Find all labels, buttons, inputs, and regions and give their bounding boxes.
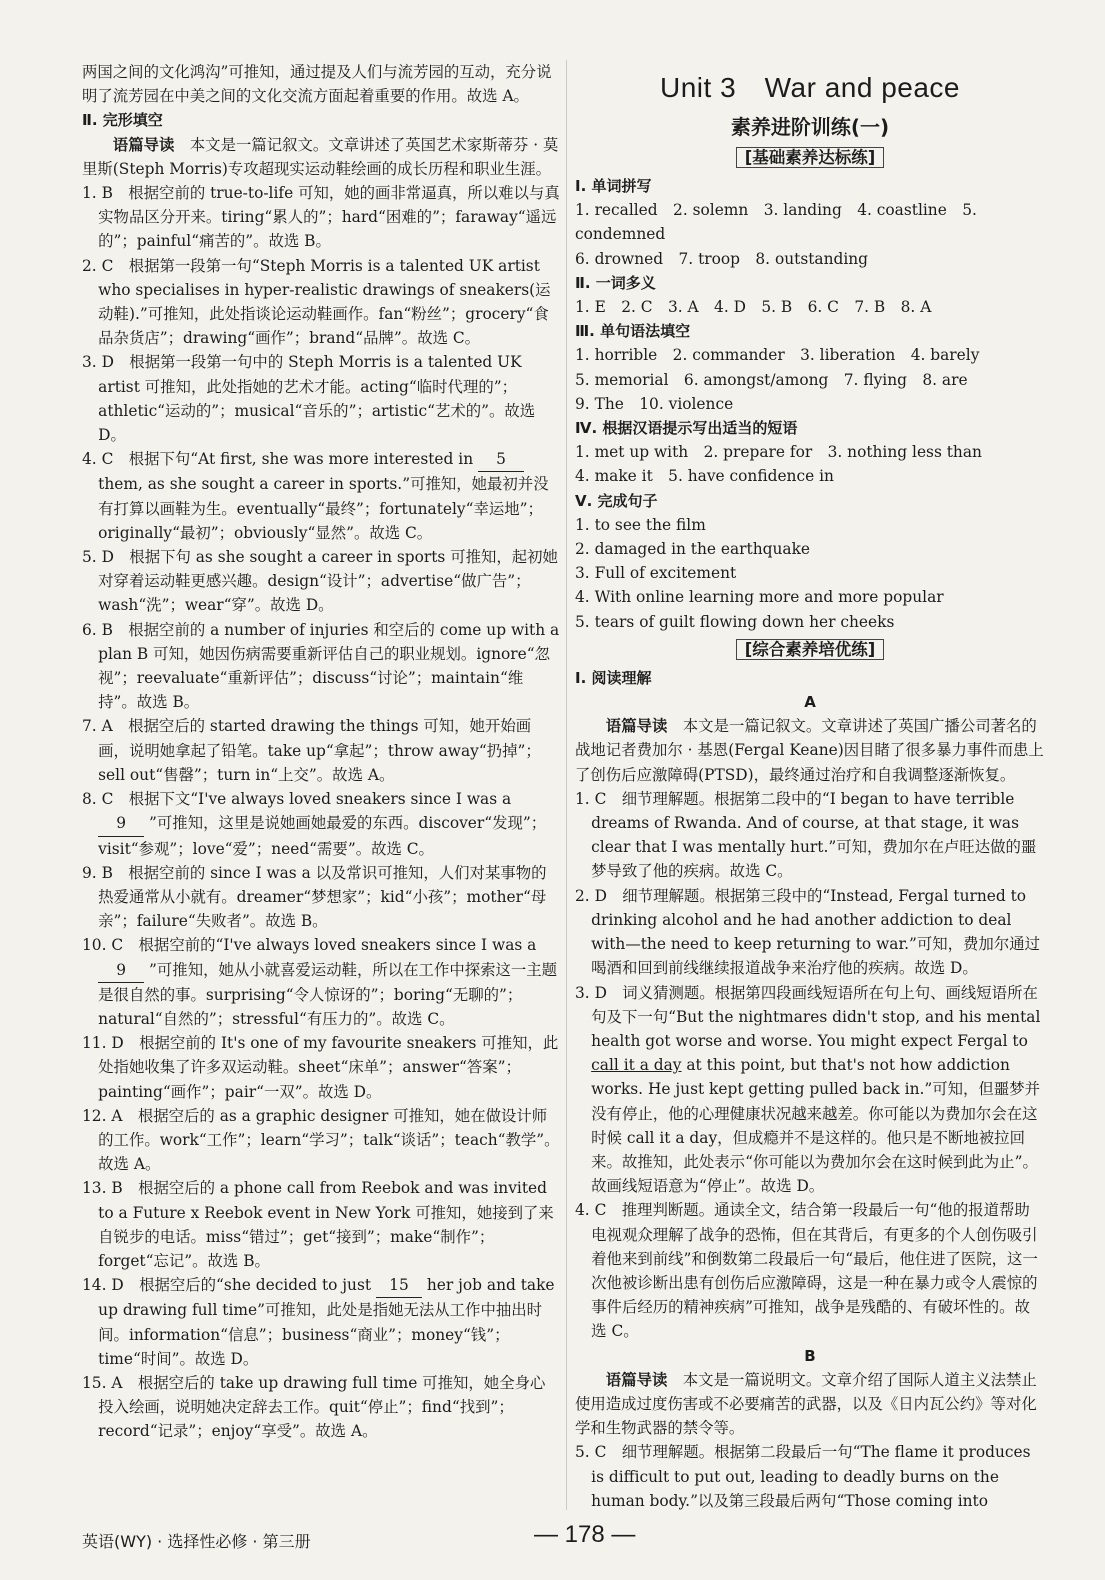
page-number: — 178 — — [534, 1521, 636, 1548]
section-subtitle: 素养进阶训练(一) — [730, 115, 890, 139]
spelling-line: 1. recalled 2. solemn 3. landing 4. coastline 5. condemned — [575, 201, 977, 244]
sentence-line: 1. to see the film — [575, 515, 706, 534]
answer-7: 7. A 根据空后的 started drawing the things 可知，她开始画画，说明她拿起了铅笔。take up“拿起”；throw away“扔掉”；sell out“售罄”；turn in“上交”。故选 A。 — [82, 717, 541, 784]
phrase-heading: Ⅳ. 根据汉语提示写出适当的短语 — [575, 419, 798, 438]
guide-text: 本文是一篇记叙文。文章讲述了英国艺术家斯蒂芬 · 莫里斯(Steph Morris)专攻超现实运动鞋绘画的成长历程和职业生涯。 — [82, 135, 559, 178]
answer-text: 10. C 根据空前的“I've always loved sneakers since I was a — [82, 936, 537, 955]
sentence-line: 5. tears of guilt flowing down her cheeks — [575, 612, 895, 631]
answer-text: 14. D 根据空后的“she decided to just — [82, 1276, 376, 1295]
answer-text: 8. C 根据下文“I've always loved sneakers since I was a — [82, 790, 512, 809]
answer-1: 1. B 根据空前的 true-to-life 可知，她的画非常逼真，所以难以与真实物品区分开来。tiring“累人的”；hard“困难的”；faraway“遥远的”；painful“痛苦的”。故选 B。 — [82, 184, 560, 251]
polysemy-heading: Ⅱ. 一词多义 — [575, 273, 656, 292]
answer-11: 11. D 根据空前的 It's one of my favourite sneakers 可推知，此处指她收集了许多双运动鞋。sheet“床单”；answer“答案”；painting“画作”；pair“一双”。故选 D。 — [82, 1034, 559, 1101]
reading-guide-b — [575, 1368, 1045, 1441]
spelling-line: 6. drowned 7. troop 8. outstanding — [575, 249, 869, 268]
answer-9: 9. B 根据空前的 since I was a 以及常识可推知，人们对某事物的热爱通常从小就有。dreamer“梦想家”；kid“小孩”；mother“母亲”；failure“失败者”。故选 B。 — [82, 863, 547, 931]
answer-text: them, as she sought a career in sports.”可推知，她最初并没有打算以画鞋为生。eventually“最终”；fortunately“幸运地”；originally“最初”；obviously“显然”。故选 C。 — [98, 475, 549, 542]
guide-text: 本文是一篇说明文。文章介绍了国际人道主义法禁止使用造成过度伤害或不必要痛苦的武器，以及《日内瓦公约》等对化学和生物武器的禁令等。 — [575, 1370, 1037, 1438]
sentence-line: 4. With online learning more and more popular — [575, 588, 944, 607]
spelling-heading: Ⅰ. 单词拼写 — [575, 177, 652, 195]
sentence-line: 2. damaged in the earthquake — [575, 540, 811, 559]
right-column — [575, 60, 1045, 1513]
guide-text: 本文是一篇记叙文。文章讲述了英国广播公司著名的战地记者费加尔 · 基恩(Fergal Keane)因目睹了很多暴力事件而患上了创伤后应激障碍(PTSD)，最终通过治疗和自我调整逐渐恢复。 — [575, 717, 1044, 784]
bracket-label: [基础素养达标练] — [736, 147, 885, 168]
reading-heading: Ⅰ. 阅读理解 — [575, 668, 652, 687]
guide-label: 语篇导读 — [605, 717, 668, 736]
basic-practice-title — [575, 144, 1045, 172]
phrase-line: 1. met up with 2. prepare for 3. nothing less than — [575, 443, 982, 462]
comprehensive-practice-title — [575, 636, 1045, 664]
blank-number: 9 — [98, 811, 144, 836]
blank-number: 9 — [98, 958, 144, 983]
answer-3: 3. D 根据第一段第一句中的 Steph Morris is a talented UK artist 可推知，此处指她的艺术才能。acting“临时代理的”；athletic“运动的”；musical“音乐的”；artistic“艺术的”。故选 D。 — [82, 353, 536, 445]
underlined-phrase: call it a day — [591, 1056, 682, 1075]
guide-label: 语篇导读 — [605, 1370, 668, 1389]
reading-answer-5: 5. C 细节理解题。根据第二段最后一句“The flame it produces is difficult to put out, leading to deadly burns on the human body.”以及第三段最后两句“Those coming into — [575, 1443, 1031, 1510]
answer-10 — [82, 933, 560, 1031]
sentence-heading: Ⅴ. 完成句子 — [575, 491, 658, 510]
reading-answer-4: 4. C 推理判断题。通读全文，结合第一段最后一句“他的报道帮助电视观众理解了战争的恐怖，但在其背后，有更多的个人创伤吸引着他来到前线”和倒数第二段最后一句“最后，他住进了医院，这一次他被诊断出患有创伤后应激障碍，这是一种在暴力或令人震惊的事件后经历的精神疾病”可推知，战争是残酷的、有破坏性的。故选 C。 — [575, 1201, 1038, 1341]
answer-12: 12. A 根据空后的 as a graphic designer 可推知，她在做设计师的工作。work“工作”；learn“学习”；talk“谈话”；teach“教学”。故选 A。 — [82, 1106, 560, 1174]
grammar-line: 5. memorial 6. amongst/among 7. flying 8. are — [575, 370, 968, 389]
grammar-line: 1. horrible 2. commander 3. liberation 4. barely — [575, 346, 980, 365]
part-b-label: B — [804, 1346, 816, 1365]
answer-14 — [82, 1273, 560, 1371]
section-cloze-heading: Ⅱ. 完形填空 — [82, 111, 163, 130]
unit-title: Unit 3 War and peace — [660, 72, 960, 103]
grammar-line: 9. The 10. violence — [575, 394, 734, 413]
left-column — [82, 60, 560, 1444]
answer-13: 13. B 根据空后的 a phone call from Reebok and was invited to a Future x Reebok event in New York 可推知，她接到了来自锐步的电话。miss“错过”；get“接到”；make“制作”；forget“忘记”。故选 B。 — [82, 1179, 554, 1270]
answer-text: her job and take up drawing full time”可推知，此处是指她无法从工作中抽出时间。information“信息”；business“商业”；money“钱”；time“时间”。故选 D。 — [98, 1276, 555, 1368]
answer-15: 15. A 根据空后的 take up drawing full time 可推知，她全身心投入绘画，说明她决定辞去工作。quit“停止”；find“找到”；record“记录”；enjoy“享受”。故选 A。 — [82, 1373, 546, 1441]
answer-2: 2. C 根据第一段第一句“Steph Morris is a talented UK artist who specialises in hyper-realistic drawings of sneakers(运动鞋).”可推知，此处指谈论运动鞋画作。fan“粉丝”；grocery“食品杂货店”；drawing“画作”；brand“品牌”。故选 C。 — [82, 256, 551, 348]
answer-4 — [82, 447, 560, 545]
answer-8 — [82, 787, 560, 861]
page-footer — [82, 1521, 1032, 1555]
part-a-label: A — [804, 693, 816, 712]
answer-text: at this point, but that's not how addiction works. He just kept getting pulled back in.”可知，但噩梦并没有停止，他的心理健康状况越来越差。你可能以为费加尔会在这时候 call it a day，但成瘾并不是这样的。他只是不断地被拉回来。故推知，此处表示“你可能以为费加尔会在这时候到此为止”。故画线短语意为“停止”。故选 D。 — [591, 1056, 1040, 1196]
answer-text: ”可推知，这里是说她画她最爱的东西。discover“发现”；visit“参观”；love“爱”；need“需要”。故选 C。 — [98, 814, 547, 858]
cloze-guide — [82, 133, 560, 181]
reading-guide-a — [575, 714, 1045, 787]
blank-number: 5 — [478, 447, 524, 472]
grammar-heading: Ⅲ. 单句语法填空 — [575, 322, 691, 341]
reading-answer-1: 1. C 细节理解题。根据第二段中的“I began to have terrible dreams of Rwanda. And of course, at that stage, it was clear that I was mentally hurt.”可知，费加尔在卢旺达做的噩梦导致了他的疾病。故选 C。 — [575, 789, 1037, 881]
answer-text: ”可推知，她从小就喜爱运动鞋，所以在工作中探索这一主题是很自然的事。surprising“令人惊讶的”；boring“无聊的”；natural“自然的”；stressful“有压力的”。故选 C。 — [98, 960, 558, 1028]
blank-number: 15 — [376, 1273, 422, 1298]
answer-5: 5. D 根据下句 as she sought a career in sports 可推知，起初她对穿着运动鞋更感兴趣。design“设计”；advertise“做广告”；wash“洗”；wear“穿”。故选 D。 — [82, 548, 558, 615]
intro-paragraph: 两国之间的文化鸿沟”可推知，通过提及人们与流芳园的互动，充分说明了流芳园在中美之间的文化交流方面起着重要的作用。故选 A。 — [82, 63, 552, 106]
phrase-line: 4. make it 5. have confidence in — [575, 467, 834, 486]
answer-6: 6. B 根据空前的 a number of injuries 和空后的 come up with a plan B 可知，她因伤病需要重新评估自己的职业规划。ignore“忽视”；reevaluate“重新评估”；discuss“讨论”；maintain“维持”。故选 B。 — [82, 620, 560, 712]
reading-answer-3 — [575, 981, 1045, 1199]
answer-text: 3. D 词义猜测题。根据第四段画线短语所在句上句、画线短语所在句及下一句“But the nightmares didn't stop, and his mental health got worse and worse. You might expect Fergal to — [575, 983, 1041, 1050]
answer-text: 4. C 根据下句“At first, she was more interested in — [82, 450, 479, 469]
bracket-label: [综合素养培优练] — [736, 639, 885, 660]
reading-answer-2: 2. D 细节理解题。根据第三段中的“Instead, Fergal turned to drinking alcohol and he had another addiction to deal with—the need to keep returning to war.”可知，费加尔通过喝酒和回到前线继续报道战争来治疗他的疾病。故选 D。 — [575, 886, 1040, 978]
guide-label: 语篇导读 — [112, 135, 175, 154]
book-title: 英语(WY) · 选择性必修 · 第三册 — [82, 1532, 311, 1551]
polysemy-line: 1. E 2. C 3. A 4. D 5. B 6. C 7. B 8. A — [575, 298, 932, 317]
sentence-line: 3. Full of excitement — [575, 564, 737, 583]
column-divider — [566, 60, 567, 1510]
